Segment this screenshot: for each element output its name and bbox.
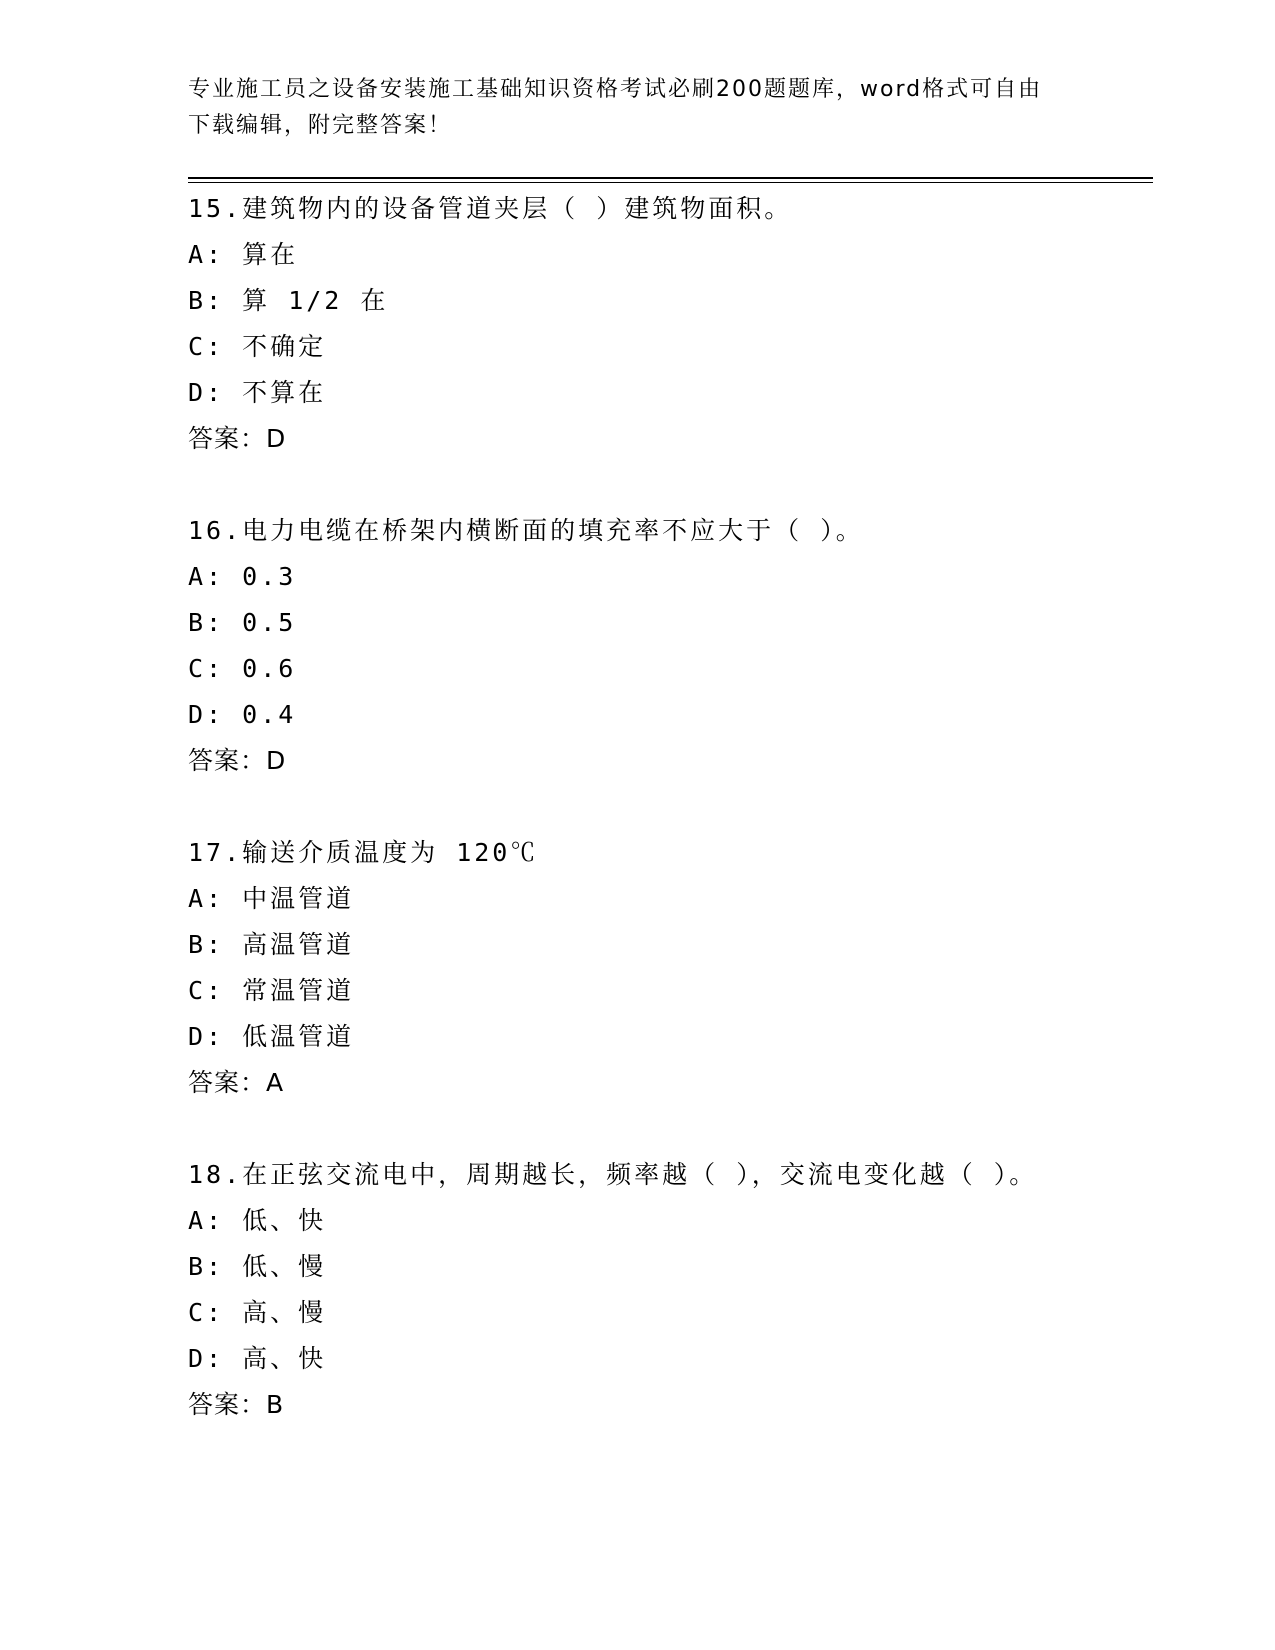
answer-text: 答案：D [188, 746, 287, 775]
option-d: D: 高、快 [188, 1344, 327, 1373]
question-block [188, 1152, 1148, 1428]
option-b: B: 低、慢 [188, 1252, 327, 1281]
question-block [188, 508, 1148, 784]
header-divider-thin [188, 182, 1153, 183]
question-text: 18.在正弦交流电中，周期越长，频率越（ ），交流电变化越（ ）。 [188, 1160, 1038, 1189]
option-d: D: 不算在 [188, 378, 327, 407]
option-c: C: 0.6 [188, 654, 297, 683]
header-line-2: 下载编辑，附完整答案！ [188, 113, 453, 138]
answer-text: 答案：A [188, 1068, 285, 1097]
option-a: A: 算在 [188, 240, 299, 269]
document-header [188, 72, 1088, 144]
option-b: B: 0.5 [188, 608, 297, 637]
header-divider-thick [188, 177, 1153, 179]
option-d: D: 低温管道 [188, 1022, 355, 1051]
answer-text: 答案：D [188, 424, 287, 453]
header-line-1: 专业施工员之设备安装施工基础知识资格考试必刷200题题库，word格式可自由 [188, 77, 1043, 102]
option-c: C: 常温管道 [188, 976, 355, 1005]
question-text: 16.电力电缆在桥架内横断面的填充率不应大于（ ）。 [188, 516, 864, 545]
option-b: B: 高温管道 [188, 930, 355, 959]
option-a: A: 中温管道 [188, 884, 355, 913]
option-d: D: 0.4 [188, 700, 297, 729]
option-a: A: 低、快 [188, 1206, 327, 1235]
question-block [188, 186, 1148, 462]
question-text: 15.建筑物内的设备管道夹层（ ）建筑物面积。 [188, 194, 793, 223]
option-a: A: 0.3 [188, 562, 297, 591]
option-b: B: 算 1/2 在 [188, 286, 389, 315]
option-c: C: 高、慢 [188, 1298, 327, 1327]
option-c: C: 不确定 [188, 332, 327, 361]
question-block [188, 830, 1148, 1106]
question-text: 17.输送介质温度为 120℃ [188, 838, 539, 867]
answer-text: 答案：B [188, 1390, 285, 1419]
